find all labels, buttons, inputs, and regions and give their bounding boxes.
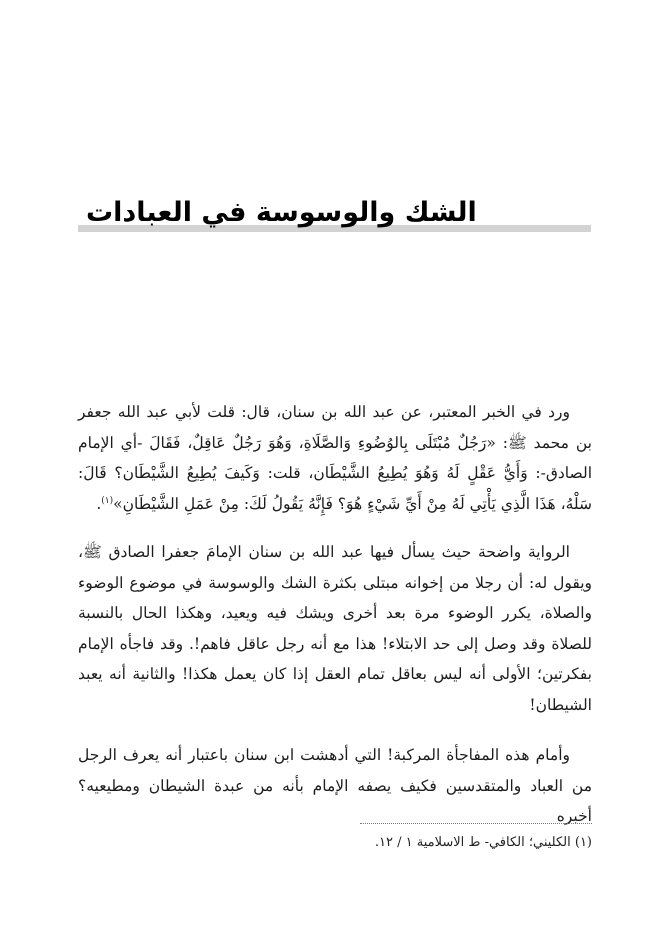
chapter-title: الشك والوسوسة في العبادات xyxy=(86,197,477,228)
paragraph-continuation xyxy=(78,740,592,832)
hadith-end-punct: . xyxy=(96,494,102,513)
paragraph-text: وأمام هذه المفاجأة المركبة! التي أدهشت ابن سنان باعتبار أنه يعرف الرجل من العباد والمتقدسين فكيف يصفه الإمام بأنه من عبدة الشيطان ومطيعيه؟ أخبره xyxy=(78,746,592,825)
paragraph-hadith xyxy=(78,397,592,519)
footnote-reference[interactable]: (١) xyxy=(101,495,114,506)
paragraph-explanation xyxy=(78,537,592,720)
hadith-text: ورد في الخبر المعتبر، عن عبد الله بن سنان، قال: قلت لأبي عبد الله جعفر بن محمد ﷺ: «رَجُلٌ مُبْتَلَى بِالوُضُوءِ وَالصَّلَاةِ، وَهُوَ رَجُلٌ عَاقِلٌ، فَقَالَ -أي الإمام الصادق-: وَأَيُّ عَقْلٍ لَهُ وَهُوَ يُطِيعُ الشَّيْطَان، قلت: وَكَيفَ يُطِيعُ الشَّيْطَان؟ قَالَ: سَلْهُ، هَذَا الَّذِي يَأْتِي لَهُ مِنْ أَيِّ شَيْءٍ هُوَ؟ فَإِنَّهُ يَقُولُ لَكَ: مِنْ عَمَلِ الشَّيْطَانِ» xyxy=(78,403,592,513)
footnote: (١) الكليني؛ الكافي- ط الاسلامية ١ / ١٢. xyxy=(374,835,592,850)
paragraph-text: الرواية واضحة حيث يسأل فيها عبد الله بن سنان الإمامَ جعفرا الصادق ﷺ، ويقول له: أن رجلا من إخوانه مبتلى بكثرة الشك والوسوسة في موضوع الوضوء والصلاة، يكرر الوضوء مرة بعد أخرى ويشك فيه ويعيد، وهكذا الحال بالنسبة للصلاة وقد وصل إلى حد الابتلاء! هذا مع أنه رجل عاقل فاهم!. وقد فاجأه الإمام بفكرتين؛ الأولى أنه ليس بعاقل تمام العقل إذا كان يعمل هكذا! والثانية أنه يعبد الشيطان! xyxy=(78,543,592,714)
footnote-separator xyxy=(360,823,592,824)
chapter-heading xyxy=(78,196,591,236)
